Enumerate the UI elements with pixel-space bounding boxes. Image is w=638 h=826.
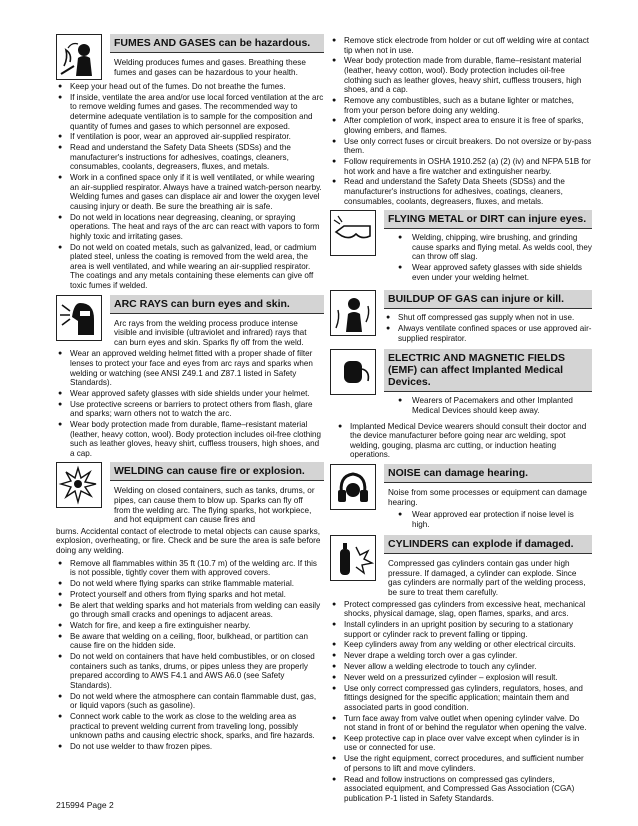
fire-explosion-icon <box>56 462 102 508</box>
list-item: ● Do not weld where the atmosphere can contain flammable dust, gas, or liquid vapors (such as gasoline). <box>56 692 324 711</box>
implanted-device-icon <box>330 349 376 395</box>
right-column <box>330 34 592 807</box>
list-item: ● Install cylinders in an upright position by securing to a stationary support or cylinder rack to prevent falling or tipping. <box>330 620 592 639</box>
fire-list <box>56 559 324 752</box>
list-item: ● Do not weld where flying sparks can strike flammable material. <box>56 579 324 589</box>
gas-list <box>384 313 592 343</box>
fumes-section-header <box>56 34 324 80</box>
list-item: ● Keep your head out of the fumes. Do not breathe the fumes. <box>56 82 324 92</box>
list-item: ● Connect work cable to the work as close to the welding area as practical to prevent welding current from traveling long, possibly unknown paths and causing electric shock, sparks, and fire hazards. <box>56 712 324 741</box>
arc-list <box>56 349 324 458</box>
noise-section-header <box>330 464 592 533</box>
flying-section-header <box>330 210 592 286</box>
list-item: ● Do not weld in locations near degreasing, cleaning, or spraying operations. The heat and rays of the arc can react with vapors to form highly toxic and irritating gases. <box>56 213 324 242</box>
list-item: ● Never allow a welding electrode to touch any cylinder. <box>330 662 592 672</box>
list-item: ● Never weld on a pressurized cylinder – explosion will result. <box>330 673 592 683</box>
fumes-title: FUMES AND GASES can be hazardous. <box>110 34 324 53</box>
page-footer: 215994 Page 2 <box>56 800 114 810</box>
list-item: ● Welding, chipping, wire brushing, and grinding cause sparks and flying metal. As welds cool, they can throw off slag. <box>384 233 592 262</box>
list-item: ● Wear body protection made from durable, flame–resistant material (leather, heavy cotton, wool). Body protection includes oil-free clothing such as leather gloves, heavy shirt, cuffless trousers, high shoes, and a cap. <box>330 56 592 94</box>
list-item: ● After completion of work, inspect area to ensure it is free of sparks, glowing embers, and flames. <box>330 116 592 135</box>
list-item: ● Wear an approved welding helmet fitted with a proper shade of filter lenses to protect your face and eyes from arc rays and sparks when welding or watching (see ANSI Z49.1 and Z87.1 listed in Safety Standards). <box>56 349 324 387</box>
fumes-list <box>56 82 324 291</box>
list-item: ● Never drape a welding torch over a gas cylinder. <box>330 651 592 661</box>
list-item: ● Wear approved safety glasses with side shields even under your welding helmet. <box>384 263 592 282</box>
arc-rays-icon <box>56 295 102 341</box>
list-item: ● Use protective screens or barriers to protect others from flash, glare and sparks; warn others not to watch the arc. <box>56 400 324 419</box>
flying-title: FLYING METAL or DIRT can injure eyes. <box>384 210 592 229</box>
list-item: ● Wearers of Pacemakers and other Implanted Medical Devices should keep away. <box>384 396 592 415</box>
list-item: ● Read and follow instructions on compressed gas cylinders, associated equipment, and Compressed Gas Association (CGA) publication P-1 listed in Safety Standards. <box>330 775 592 804</box>
emf-section-header <box>330 349 592 419</box>
list-item: ● Do not use welder to thaw frozen pipes. <box>56 742 324 752</box>
list-item: ● Wear body protection made from durable, flame–resistant material (leather, heavy cotton, wool). Body protection includes oil-free clothing such as leather gloves, heavy shirt, cuffless trousers, high shoes, and a cap. <box>56 420 324 458</box>
fire-continued-list <box>330 36 592 206</box>
list-item: ● Watch for fire, and keep a fire extinguisher nearby. <box>56 621 324 631</box>
cyl-title: CYLINDERS can explode if damaged. <box>384 535 592 554</box>
list-item: ● If inside, ventilate the area and/or use local forced ventilation at the arc to remove welding fumes and gases. The recommended way to determine adequate ventilation is to sample for the composition and quantity of fumes and gases to which personnel are exposed. <box>56 93 324 131</box>
list-item: ● Remove any combustibles, such as a butane lighter or matches, from your person before doing any welding. <box>330 96 592 115</box>
cyl-description: Compressed gas cylinders contain gas under high pressure. If damaged, a cylinder can explode. Since gas cylinders are normally part of the welding process, be sure to treat them carefully. <box>388 559 586 598</box>
list-item: ● Follow requirements in OSHA 1910.252 (a) (2) (iv) and NFPA 51B for hot work and have a fire watcher and extinguisher nearby. <box>330 157 592 176</box>
list-item: ● Use only correct compressed gas cylinders, regulators, hoses, and fittings designed for the specific application; maintain them and associated parts in good condition. <box>330 684 592 713</box>
list-item: ● Remove stick electrode from holder or cut off welding wire at contact tip when not in use. <box>330 36 592 55</box>
emf-list-2 <box>330 422 592 460</box>
cyl-section-header <box>330 535 592 597</box>
list-item: ● Keep protective cap in place over valve except when cylinder is in use or connected for use. <box>330 734 592 753</box>
list-item: ● Be aware that welding on a ceiling, floor, bulkhead, or partition can cause fire on the hidden side. <box>56 632 324 651</box>
noise-description: Noise from some processes or equipment can damage hearing. <box>388 487 587 507</box>
list-item: ● Protect yourself and others from flying sparks and hot metal. <box>56 590 324 600</box>
list-item: ● Be alert that welding sparks and hot materials from welding can easily go through small cracks and openings to adjacent areas. <box>56 601 324 620</box>
cyl-list <box>330 600 592 804</box>
arc-section-header <box>56 295 324 348</box>
list-item: ● Remove all flammables within 35 ft (10.7 m) of the welding arc. If this is not possible, tightly cover them with approved covers. <box>56 559 324 578</box>
fumes-description: Welding produces fumes and gases. Breathing these fumes and gases can be hazardous to your health. <box>114 58 306 77</box>
arc-title: ARC RAYS can burn eyes and skin. <box>110 295 324 314</box>
safety-glasses-icon <box>330 210 376 256</box>
fumes-hazard-icon <box>56 34 102 80</box>
list-item: ● Do not weld on containers that have held combustibles, or on closed containers such as tanks, drums, or pipes unless they are properly prepared according to AWS F4.1 and AWS A6.0 (see Safety Standards). <box>56 652 324 690</box>
noise-list <box>384 510 592 529</box>
gas-section-header <box>330 290 592 347</box>
list-item: ● Work in a confined space only if it is well ventilated, or while wearing an air-supplied respirator. Always have a trained watch-person nearby. Welding fumes and gases can displace air and lower the oxygen level causing injury or death. Be sure the breathing air is safe. <box>56 173 324 211</box>
list-item: ● Keep cylinders away from any welding or other electrical circuits. <box>330 640 592 650</box>
list-item: ● Wear approved ear protection if noise level is high. <box>384 510 592 529</box>
noise-title: NOISE can damage hearing. <box>384 464 592 483</box>
list-item: ● Read and understand the Safety Data Sheets (SDSs) and the manufacturer's instructions for adhesives, coatings, cleaners, consumables, coolants, degreasers, fluxes, and metals. <box>330 177 592 206</box>
list-item: ● Always ventilate confined spaces or use approved air-supplied respirator. <box>384 324 592 343</box>
list-item: ● Protect compressed gas cylinders from excessive heat, mechanical shocks, physical damage, slag, open flames, sparks, and arcs. <box>330 600 592 619</box>
fire-title: WELDING can cause fire or explosion. <box>110 462 324 481</box>
arc-description: Arc rays from the welding process produce intense visible and invisible (ultraviolet and infrared) rays that can burn eyes and skin. Sparks fly off from the weld. <box>114 318 307 347</box>
cylinder-explosion-icon <box>330 535 376 581</box>
list-item: ● If ventilation is poor, wear an approved air-supplied respirator. <box>56 132 324 142</box>
list-item: ● Use the right equipment, correct procedures, and sufficient number of persons to lift and move cylinders. <box>330 754 592 773</box>
gas-title: BUILDUP OF GAS can injure or kill. <box>384 290 592 309</box>
flying-list <box>384 233 592 282</box>
list-item: ● Turn face away from valve outlet when opening cylinder valve. Do not stand in front of or behind the regulator when opening the valve. <box>330 714 592 733</box>
ear-protection-icon <box>330 464 376 510</box>
fire-description: Welding on closed containers, such as tanks, drums, or pipes, can cause them to blow up. Sparks can fly off from the welding arc. The flying sparks, hot workpiece, and hot equipment can cause fires and <box>114 486 315 525</box>
list-item: ● Wear approved safety glasses with side shields under your helmet. <box>56 389 324 399</box>
gas-buildup-icon <box>330 290 376 336</box>
fire-description-continued: burns. Accidental contact of electrode to metal objects can cause sparks, explosion, overheating, or fire. Check and be sure the area is safe before doing any welding. <box>56 526 321 556</box>
emf-title: ELECTRIC AND MAGNETIC FIELDS (EMF) can affect Implanted Medical Devices. <box>384 349 592 392</box>
list-item: ● Implanted Medical Device wearers should consult their doctor and the device manufacturer before going near arc welding, spot welding, gouging, plasma arc cutting, or induction heating operations. <box>336 422 592 460</box>
list-item: ● Use only correct fuses or circuit breakers. Do not oversize or by-pass them. <box>330 137 592 156</box>
left-column <box>56 34 324 756</box>
list-item: ● Read and understand the Safety Data Sheets (SDSs) and the manufacturer's instructions for adhesives, coatings, cleaners, consumables, coolants, degreasers, fluxes, and metals. <box>56 143 324 172</box>
list-item: ● Shut off compressed gas supply when not in use. <box>384 313 592 323</box>
fire-section-header <box>56 462 324 524</box>
emf-list <box>384 396 592 415</box>
list-item: ● Do not weld on coated metals, such as galvanized, lead, or cadmium plated steel, unless the coating is removed from the weld area, the area is well ventilated, and while wearing an air-supplied respirator. The coatings and any metals containing these elements can give off toxic fumes if welded. <box>56 243 324 291</box>
